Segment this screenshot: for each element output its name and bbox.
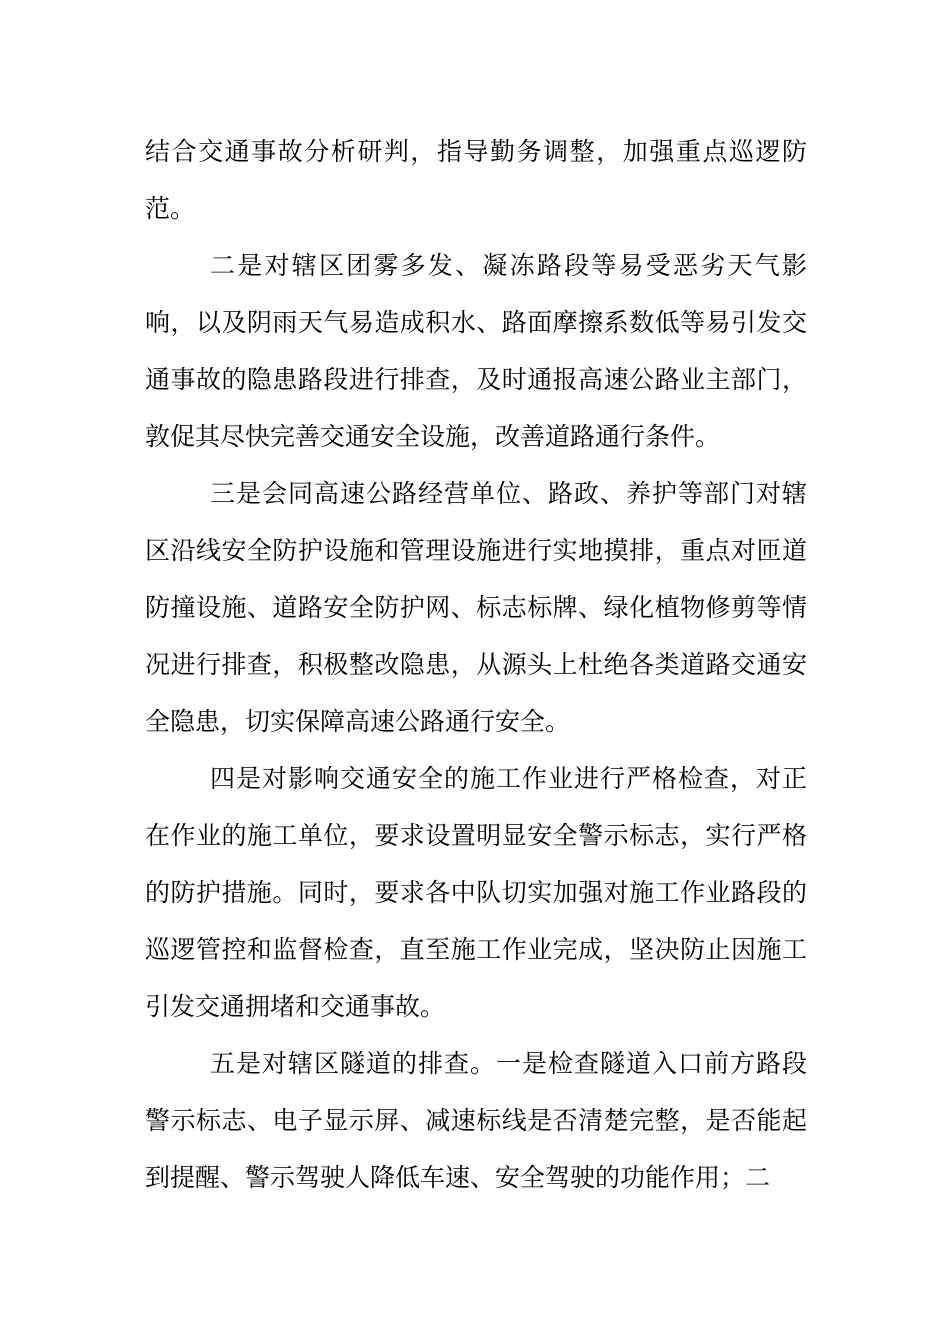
paragraph-5: 五是对辖区隧道的排查。一是检查隧道入口前方路段警示标志、电子显示屏、减速标线是否清楚完整，是否能起到提醒、警示驾驶人降低车速、安全驾驶的功能作用；二 (145, 1049, 807, 1192)
paragraph-1: 结合交通事故分析研判，指导勤务调整，加强重点巡逻防范。 (145, 137, 807, 223)
paragraph-4: 四是对影响交通安全的施工作业进行严格检查，对正在作业的施工单位，要求设置明显安全警示标志，实行严格的防护措施。同时，要求各中队切实加强对施工作业路段的巡逻管控和监督检查，直至施工作业完成，坚决防止因施工引发交通拥堵和交通事故。 (145, 764, 807, 1021)
paragraph-3: 三是会同高速公路经营单位、路政、养护等部门对辖区沿线安全防护设施和管理设施进行实地摸排，重点对匝道防撞设施、道路安全防护网、标志标牌、绿化植物修剪等情况进行排查，积极整改隐患，从源头上杜绝各类道路交通安全隐患，切实保障高速公路通行安全。 (145, 479, 807, 736)
paragraph-2: 二是对辖区团雾多发、凝冻路段等易受恶劣天气影响，以及阴雨天气易造成积水、路面摩擦系数低等易引发交通事故的隐患路段进行排查，及时通报高速公路业主部门，敦促其尽快完善交通安全设施，改善道路通行条件。 (145, 251, 807, 451)
document-body (145, 123, 807, 1206)
